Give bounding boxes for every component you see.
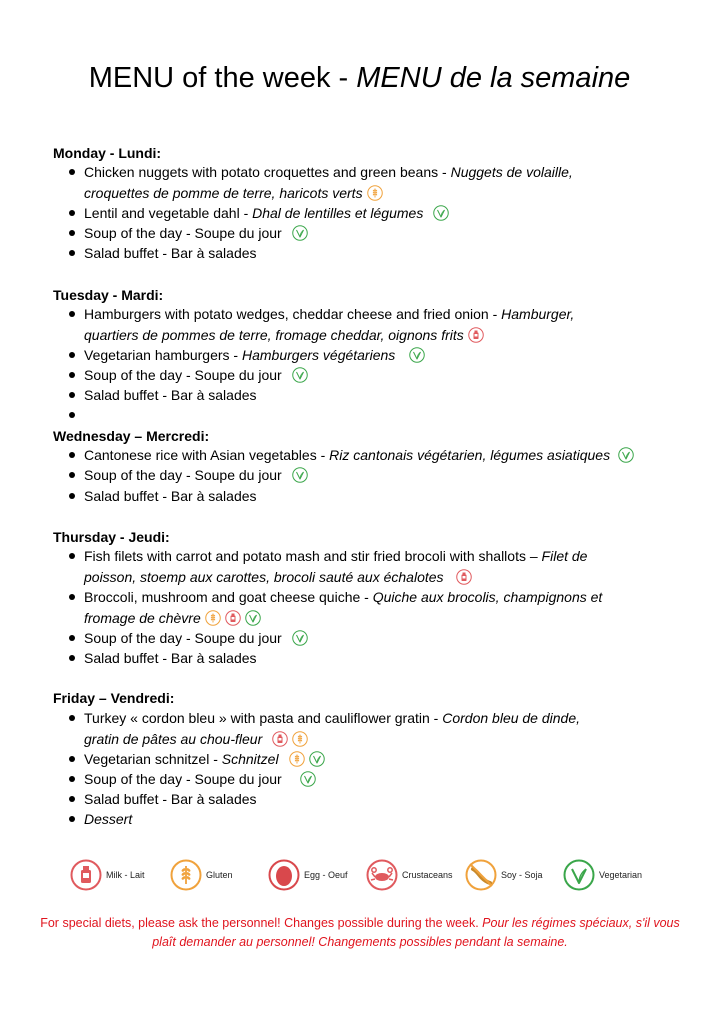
- vegetarian-icon: [292, 367, 308, 383]
- day-heading-tuesday: Tuesday - Mardi:: [53, 287, 164, 303]
- legend-milk: Milk - Lait: [70, 857, 145, 893]
- menu-item: Soup of the day - Soupe du jour: [84, 769, 684, 790]
- page-title: [0, 58, 719, 98]
- gluten-icon: [205, 610, 221, 626]
- gluten-icon: [289, 751, 305, 767]
- menu-item: Vegetarian hamburgers - Hamburgers végétariens: [84, 345, 684, 366]
- menu-item: Cantonese rice with Asian vegetables - Riz cantonais végétarien, légumes asiatiques: [84, 445, 704, 466]
- vegetarian-icon: [618, 447, 634, 463]
- menu-item-empty: [84, 405, 684, 426]
- menu-item: Turkey « cordon bleu » with pasta and cauliflower gratin - Cordon bleu de dinde, gratin de pâtes au chou-fleur: [84, 708, 694, 749]
- legend-egg: Egg - Oeuf: [268, 857, 348, 893]
- menu-item: Vegetarian schnitzel - Schnitzel: [84, 749, 684, 770]
- menu-item: Salad buffet - Bar à salades: [84, 789, 684, 810]
- menu-item: Salad buffet - Bar à salades: [84, 648, 684, 669]
- legend-soy: Soy - Soja: [465, 857, 543, 893]
- vegetarian-icon: [409, 347, 425, 363]
- menu-item: Soup of the day - Soupe du jour: [84, 223, 684, 244]
- vegetarian-icon: [433, 205, 449, 221]
- milk-icon: [70, 859, 102, 891]
- vegetarian-icon: [292, 225, 308, 241]
- vegetarian-icon: [563, 859, 595, 891]
- allergen-legend: [0, 857, 719, 893]
- day-heading-wednesday: Wednesday – Mercredi:: [53, 428, 210, 444]
- legend-crustaceans: Crustaceans: [366, 857, 453, 893]
- gluten-icon: [292, 731, 308, 747]
- milk-icon: [272, 731, 288, 747]
- menu-item: Soup of the day - Soupe du jour: [84, 628, 684, 649]
- menu-item: Dessert: [84, 809, 684, 830]
- egg-icon: [268, 859, 300, 891]
- menu-item: Chicken nuggets with potato croquettes and green beans - Nuggets de volaille, croquettes de pomme de terre, haricots verts: [84, 162, 684, 203]
- milk-icon: [225, 610, 241, 626]
- menu-item: Salad buffet - Bar à salades: [84, 385, 684, 406]
- vegetarian-icon: [292, 467, 308, 483]
- day-heading-friday: Friday – Vendredi:: [53, 690, 175, 706]
- menu-item: Fish filets with carrot and potato mash and stir fried brocoli with shallots – Filet de poisson, stoemp aux carottes, brocoli sauté aux échalotes: [84, 546, 694, 587]
- vegetarian-icon: [292, 630, 308, 646]
- menu-item: Hamburgers with potato wedges, cheddar cheese and fried onion - Hamburger, quartiers de pommes de terre, fromage cheddar, oignons frits: [84, 304, 684, 345]
- menu-item: Soup of the day - Soupe du jour: [84, 365, 684, 386]
- day-heading-monday: Monday - Lundi:: [53, 145, 162, 161]
- gluten-icon: [367, 185, 383, 201]
- legend-gluten: Gluten: [170, 857, 233, 893]
- menu-item: Broccoli, mushroom and goat cheese quiche - Quiche aux brocolis, champignons et fromage de chèvre: [84, 587, 694, 628]
- crustaceans-icon: [366, 859, 398, 891]
- day-heading-thursday: Thursday - Jeudi:: [53, 529, 170, 545]
- vegetarian-icon: [245, 610, 261, 626]
- menu-item: Salad buffet - Bar à salades: [84, 486, 684, 507]
- vegetarian-icon: [300, 771, 316, 787]
- vegetarian-icon: [309, 751, 325, 767]
- legend-vegetarian: Vegetarian: [563, 857, 642, 893]
- milk-icon: [468, 327, 484, 343]
- menu-item: Lentil and vegetable dahl - Dhal de lentilles et légumes: [84, 203, 684, 224]
- gluten-icon: [170, 859, 202, 891]
- soy-icon: [465, 859, 497, 891]
- title-english: MENU of the week -: [88, 62, 357, 94]
- menu-item: Soup of the day - Soupe du jour: [84, 465, 684, 486]
- milk-icon: [456, 569, 472, 585]
- title-french: MENU de la semaine: [356, 62, 631, 94]
- special-diets-note: For special diets, please ask the personnel! Changes possible during the week. Pour les régimes spéciaux, s'il vous plaît demander au personnel! Changements possibles pendant la semaine.: [40, 916, 680, 949]
- menu-item: Salad buffet - Bar à salades: [84, 243, 684, 264]
